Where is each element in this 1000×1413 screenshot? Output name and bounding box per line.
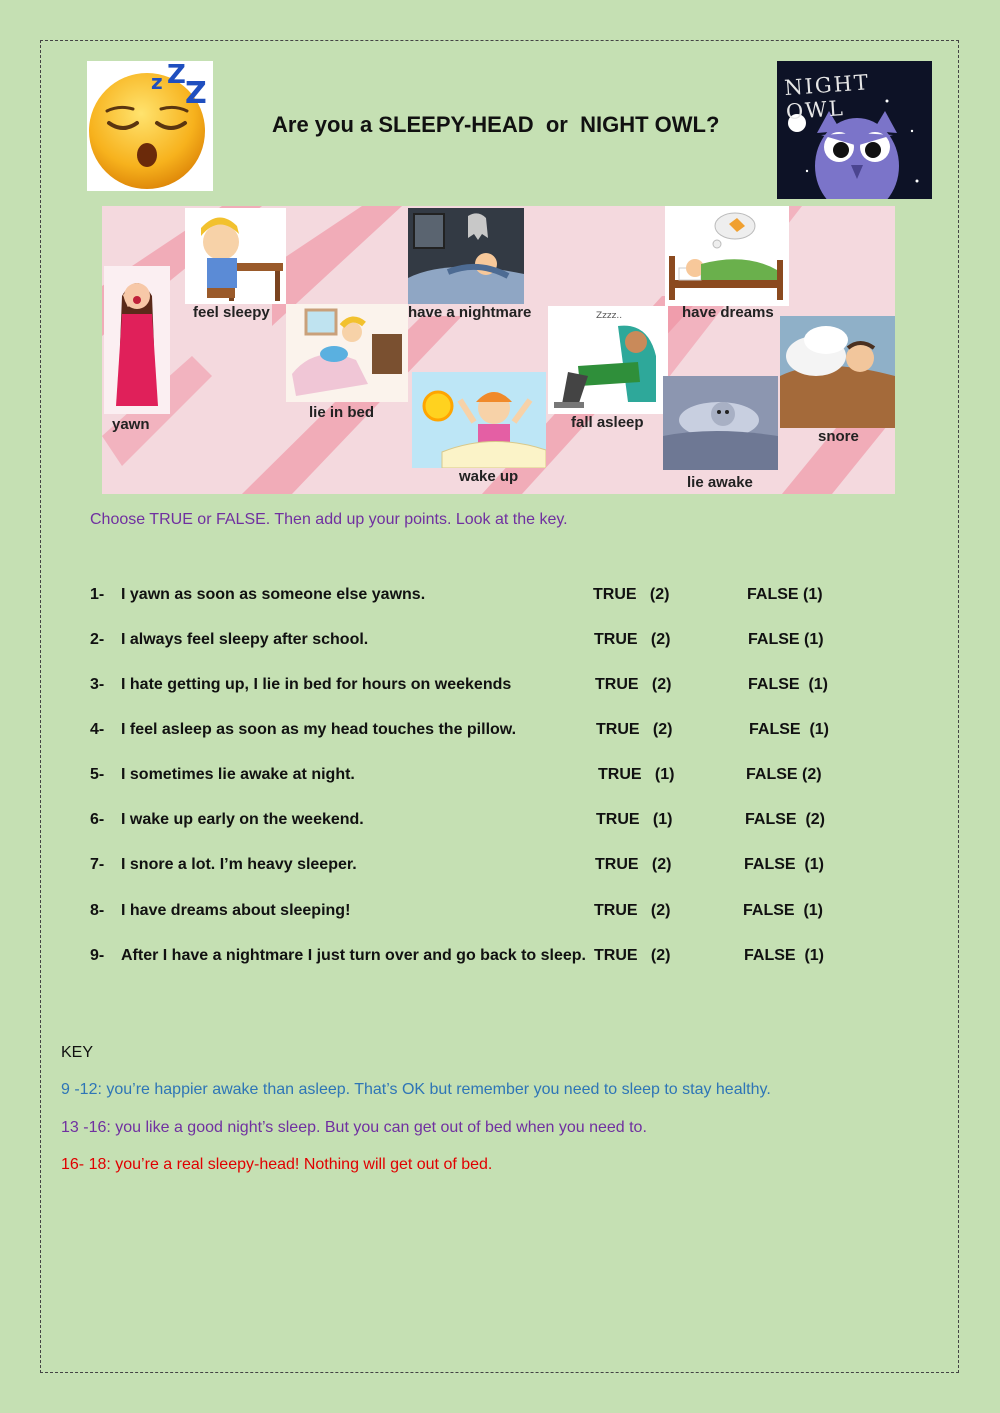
question-text: I snore a lot. I’m heavy sleeper. [121,856,357,873]
question-text: I yawn as soon as someone else yawns. [121,586,426,603]
vocabulary-collage [102,206,895,494]
svg-text:Z: Z [185,76,207,111]
true-option[interactable]: TRUE (2) [594,947,671,964]
wake-up-picture [412,372,546,468]
svg-text:z: z [151,70,163,94]
key-line-2: 13 -16: you like a good night’s sleep. But you can get out of bed when you need to. [61,1119,647,1136]
vocab-label: have a nightmare [408,304,532,321]
question-number: 7- [90,856,105,873]
vocab-label: lie awake [687,474,753,491]
svg-text:Z: Z [167,61,186,90]
question-text: I sometimes lie awake at night. [121,766,355,783]
sleeping-emoji-icon [87,61,213,191]
vocab-label: fall asleep [571,414,644,431]
false-option[interactable]: FALSE (1) [744,947,825,964]
question-number: 3- [90,676,105,693]
night-owl-logo-icon [777,61,932,199]
false-option[interactable]: FALSE (1) [747,586,823,603]
true-option[interactable]: TRUE (2) [594,631,671,648]
false-option[interactable]: FALSE (1) [743,902,824,919]
fall-asleep-picture [548,306,668,414]
key-line-3: 16- 18: you’re a real sleepy-head! Nothing will get out of bed. [61,1156,493,1173]
lie-in-bed-picture [286,304,408,402]
false-option[interactable]: FALSE (1) [749,721,830,738]
false-option[interactable]: FALSE (1) [748,676,829,693]
vocab-label: lie in bed [309,404,375,421]
question-row [90,721,516,739]
true-option[interactable]: TRUE (2) [595,856,672,873]
question-number: 4- [90,721,105,738]
yawn-picture [104,266,170,414]
question-row [90,586,425,604]
vocab-label: have dreams [682,304,774,321]
page-title: Are you a SLEEPY-HEAD or NIGHT OWL? [272,112,720,137]
true-option[interactable]: TRUE (1) [598,766,675,783]
vocab-label: yawn [112,416,150,433]
snore-picture [780,316,895,428]
question-row [90,811,364,829]
question-text: I always feel sleepy after school. [121,631,369,648]
feel-sleepy-picture [185,208,286,304]
question-text: I feel asleep as soon as my head touches the pillow. [121,721,517,738]
true-option[interactable]: TRUE (2) [595,676,672,693]
night-owl-logo-text: NIGHT OWL [783,70,871,125]
question-number: 8- [90,902,105,919]
question-number: 1- [90,586,105,603]
question-number: 9- [90,947,105,964]
question-row [90,766,355,784]
question-text: After I have a nightmare I just turn over and go back to sleep. [121,947,586,964]
question-row [90,856,357,874]
have-dreams-picture [665,206,789,306]
svg-text:Zzzz..: Zzzz.. [596,311,623,321]
false-option[interactable]: FALSE (1) [744,856,825,873]
instructions: Choose TRUE or FALSE. Then add up your points. Look at the key. [90,511,568,528]
key-line-1: 9 -12: you’re happier awake than asleep. That’s OK but remember you need to sleep to stay healthy. [61,1081,771,1098]
lie-awake-picture [663,376,778,470]
question-text: I hate getting up, I lie in bed for hours on weekends [121,676,512,693]
question-number: 6- [90,811,105,828]
question-text: I wake up early on the weekend. [121,811,364,828]
question-row [90,902,350,920]
question-text: I have dreams about sleeping! [121,902,351,919]
key-title: KEY [61,1044,94,1061]
vocab-label: snore [818,428,859,445]
true-option[interactable]: TRUE (2) [594,902,671,919]
true-option[interactable]: TRUE (1) [596,811,673,828]
question-row [90,947,586,965]
false-option[interactable]: FALSE (1) [748,631,824,648]
vocab-label: feel sleepy [193,304,270,321]
true-option[interactable]: TRUE (2) [593,586,670,603]
question-row [90,676,511,694]
true-option[interactable]: TRUE (2) [596,721,673,738]
false-option[interactable]: FALSE (2) [746,766,822,783]
vocab-label: wake up [459,468,519,485]
have-a-nightmare-picture [408,208,524,304]
question-number: 5- [90,766,105,783]
false-option[interactable]: FALSE (2) [745,811,826,828]
question-number: 2- [90,631,105,648]
question-row [90,631,368,649]
